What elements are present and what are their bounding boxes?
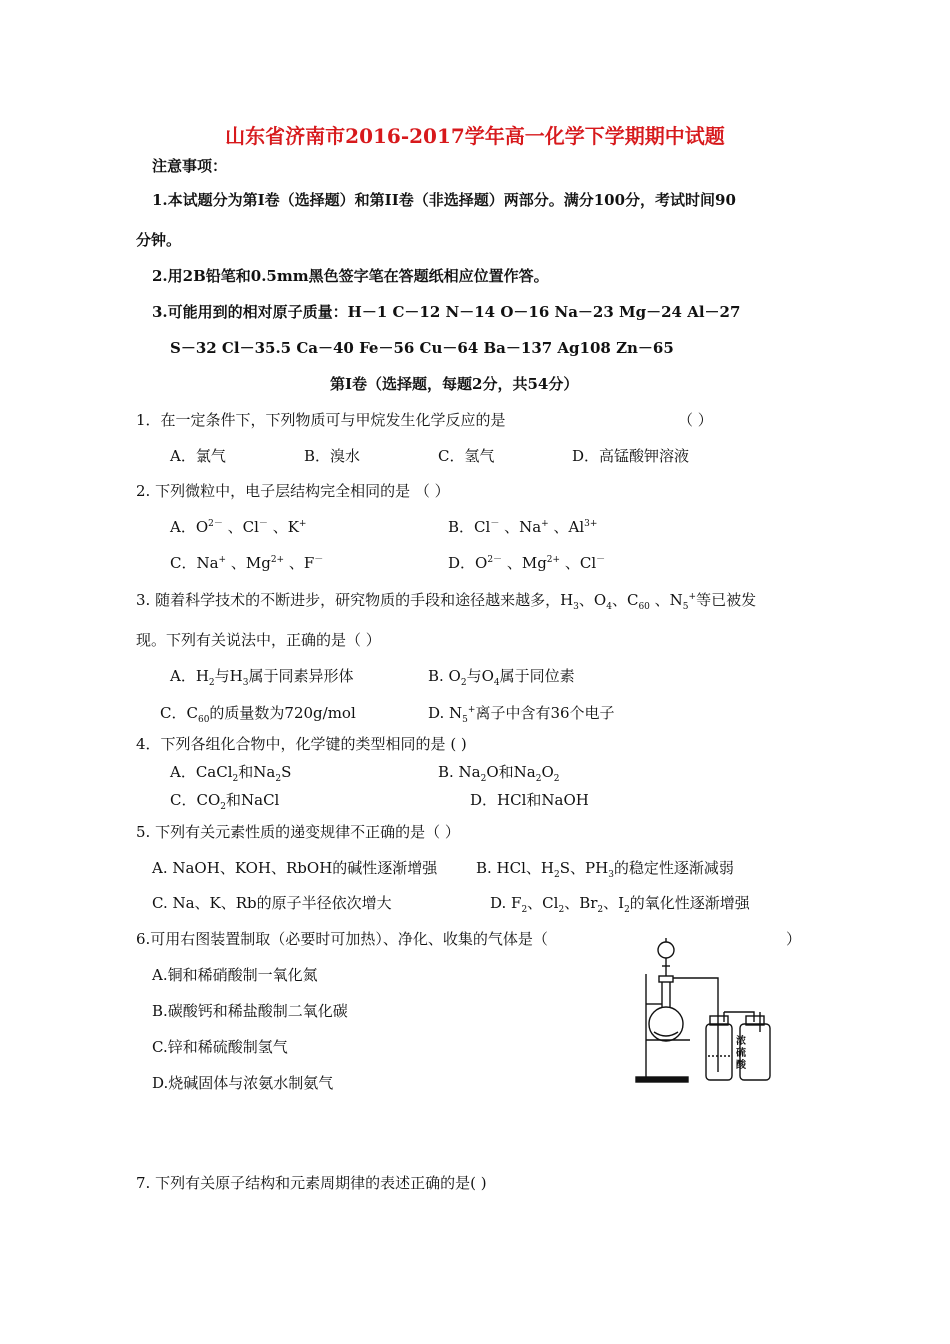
question-1-option-b: B．溴水	[304, 447, 361, 465]
question-2-option-d: D．$O^{2-}$ 、$Mg^{2+}$ 、Cl－	[448, 554, 606, 572]
question-3-option-d: D. $N_5^+$离子中含有36个电子	[428, 704, 615, 725]
question-6-option-d: D.烧碱固体与浓氨水制氨气	[152, 1074, 334, 1092]
question-5-stem: 5. 下列有关元素性质的递变规律不正确的是（ ）	[136, 823, 460, 841]
page-title: 山东省济南市2016-2017学年高一化学下学期期中试题	[225, 124, 725, 148]
notice-item-3-cont: S－32 Cl－35.5 Ca－40 Fe－56 Cu－64 Ba－137 Ag108 Zn－65	[170, 339, 674, 357]
gas-apparatus-figure	[632, 936, 782, 1084]
question-5-option-b: B. HCl、$H_2S$、$PH_3$的稳定性逐渐减弱	[476, 859, 734, 880]
question-1-option-d: D．高锰酸钾溶液	[572, 447, 690, 465]
notice-item-1: 1.本试题分为第I卷（选择题）和第II卷（非选择题）两部分。满分100分，考试时间90	[152, 191, 736, 209]
question-6-option-a: A.铜和稀硝酸制一氧化氮	[152, 966, 318, 984]
question-3-option-b: B. $O_2$与$O_4$属于同位素	[428, 667, 575, 688]
question-6-option-c: C.锌和稀硫酸制氢气	[152, 1038, 288, 1056]
question-6-paren-close: ）	[786, 930, 802, 948]
question-6-stem: 6.可用右图装置制取（必要时可加热）、净化、收集的气体是（	[136, 930, 548, 948]
figure-label-char-2: 硫	[736, 1048, 746, 1059]
notice-item-2: 2.用2B铅笔和0.5mm黑色签字笔在答题纸相应位置作答。	[152, 267, 549, 285]
question-6-option-b: B.碳酸钙和稀盐酸制二氧化碳	[152, 1002, 348, 1020]
figure-label-char-1: 浓	[736, 1036, 746, 1047]
question-3-stem-cont: 现。下列有关说法中，正确的是（ ）	[136, 631, 381, 649]
question-3-option-a: A．$H_2$与$H_3$属于同素异形体	[170, 667, 354, 688]
question-2-option-b: B．Cl－ 、Na+ 、$Al^{3+}$	[448, 518, 598, 536]
question-1-option-a: A．氯气	[170, 447, 226, 465]
question-4-option-a: A．CaCl$_2$和$Na_2S$	[170, 763, 292, 784]
question-2-option-a: A．$O^{2-}$ 、Cl－ 、K+	[170, 518, 307, 536]
question-2-stem: 2. 下列微粒中，电子层结构完全相同的是 （ ）	[136, 482, 450, 500]
question-4-stem: 4．下列各组化合物中，化学键的类型相同的是 ( )	[136, 735, 467, 753]
question-4-option-c: C．$CO_2$和NaCl	[170, 791, 280, 812]
question-1-stem: 1．在一定条件下，下列物质可与甲烷发生化学反应的是	[136, 411, 506, 429]
question-4-option-b: B. $Na_2O$和$Na_2O_2$	[438, 763, 560, 784]
question-7-stem: 7. 下列有关原子结构和元素周期律的表述正确的是( )	[136, 1174, 487, 1192]
section-heading: 第I卷（选择题，每题2分，共54分）	[330, 375, 579, 393]
question-2-option-c: C．Na+ 、$Mg^{2+}$ 、F－	[170, 554, 324, 572]
question-3-option-c: C．$C_{60}$的质量数为720g/mol	[160, 704, 356, 725]
figure-label-char-3: 酸	[736, 1060, 746, 1071]
notice-heading: 注意事项：	[152, 157, 228, 175]
question-5-option-c: C. Na、K、Rb的原子半径依次增大	[152, 894, 392, 912]
question-5-option-a: A. NaOH、KOH、RbOH的碱性逐渐增强	[152, 859, 438, 877]
notice-item-3: 3.可能用到的相对原子质量：H－1 C－12 N－14 O－16 Na－23 Mg－24 Al－27	[152, 303, 741, 321]
question-5-option-d: D. $F_2$、$Cl_2$、$Br_2$、$I_2$的氧化性逐渐增强	[490, 894, 750, 915]
question-1-option-c: C．氢气	[438, 447, 495, 465]
notice-item-1-cont: 分钟。	[136, 231, 182, 249]
question-3-stem: 3. 随着科学技术的不断进步，研究物质的手段和途径越来越多，$H_3$、$O_4$、$C_{60}$ 、$N_5^+$等已被发	[136, 591, 757, 612]
question-1-paren: （ ）	[678, 411, 713, 429]
question-4-option-d: D．HCl和NaOH	[470, 791, 589, 809]
